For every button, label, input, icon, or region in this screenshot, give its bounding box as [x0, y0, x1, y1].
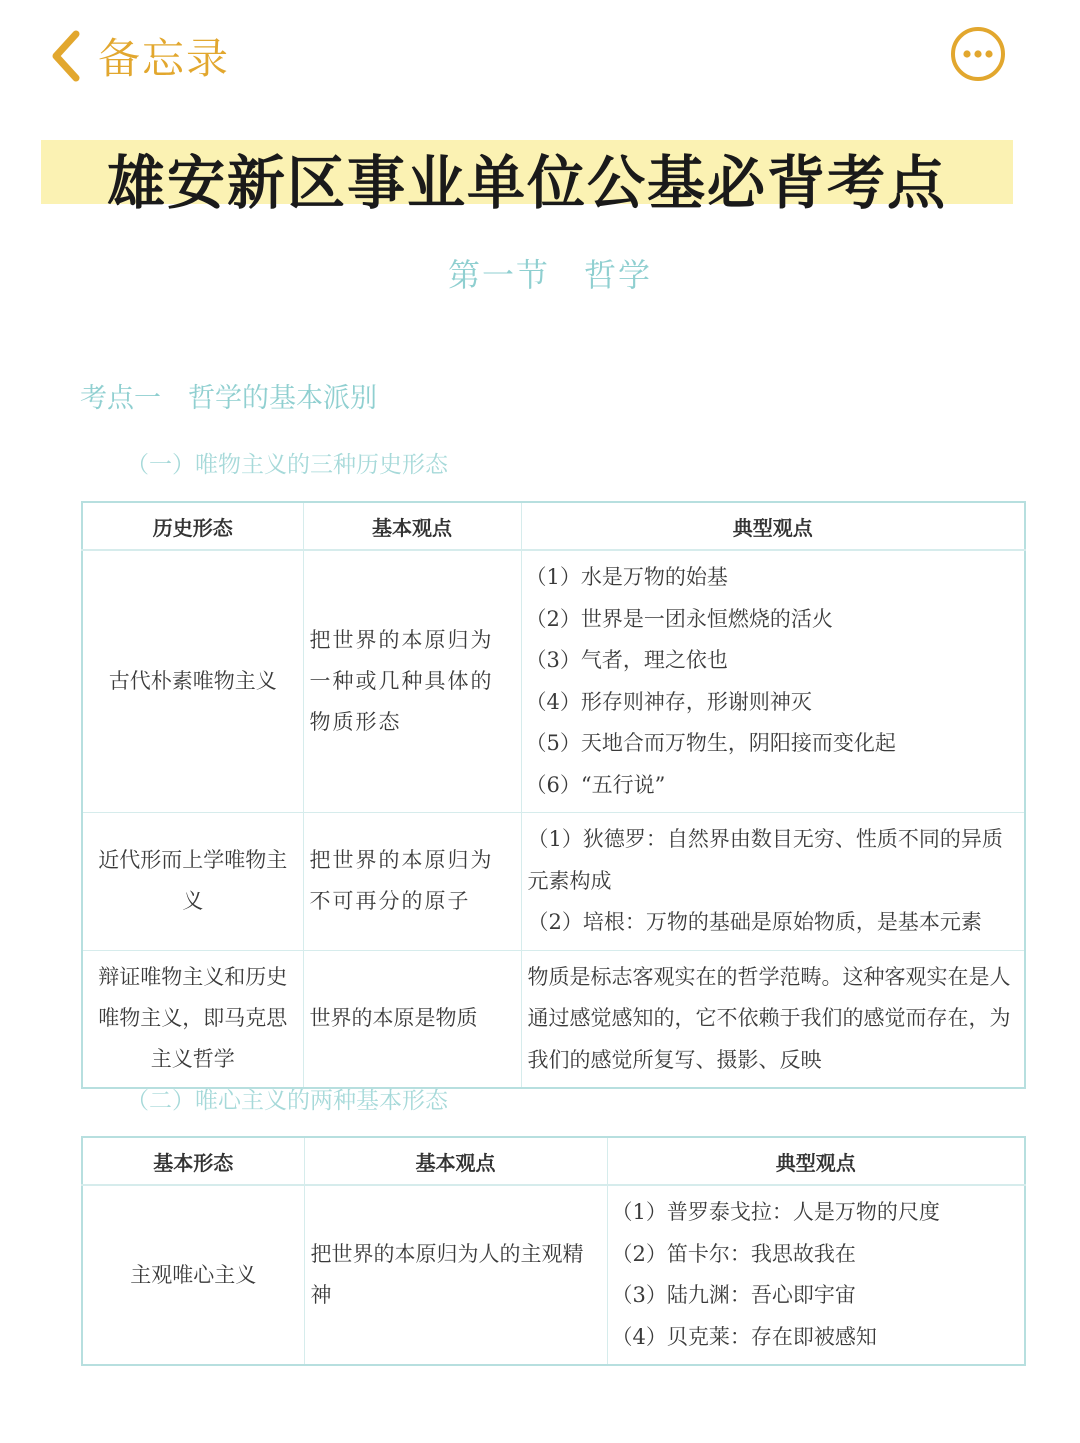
point-item: （4）形存则神存，形谢则神灭 [525, 689, 812, 714]
form-cell: 辩证唯物主义和历史唯物主义，即马克思主义哲学 [82, 950, 303, 1088]
header-cell: 典型观点 [521, 502, 1025, 550]
point-item: （2）培根：万物的基础是原始物质，是基本元素 [527, 910, 982, 934]
table-header-row [82, 502, 1025, 550]
form-cell: 近代形而上学唯物主义 [82, 813, 303, 951]
point-item: （2）世界是一团永恒燃烧的活火 [525, 606, 833, 631]
table-row [82, 950, 1025, 1088]
header-cell: 历史形态 [82, 502, 303, 550]
points-cell [521, 550, 1025, 813]
chevron-left-icon [48, 28, 84, 84]
points-cell [521, 813, 1025, 951]
point-item: （1）普罗泰戈拉：人是万物的尺度 [611, 1200, 940, 1224]
header-cell: 典型观点 [607, 1137, 1025, 1185]
kaodian-heading: 考点一 哲学的基本派别 [80, 383, 377, 414]
view-cell: 把世界的本原归为人的主观精神 [304, 1185, 607, 1365]
point-item: （1）狄德罗：自然界由数目无穷、性质不同的异质元素构成 [527, 827, 1003, 893]
form-cell: 主观唯心主义 [82, 1185, 304, 1365]
page-title: 雄安新区事业单位公基必背考点 [106, 149, 947, 217]
point-item: 物质是标志客观实在的哲学范畴。这种客观实在是人通过感觉感知的，它不依赖于我们的感觉而存在，为我们的感觉所复写、摄影、反映 [527, 964, 1011, 1072]
point-item: （1）水是万物的始基 [525, 565, 728, 589]
subheading-materialism: （一）唯物主义的三种历史形态 [126, 452, 448, 478]
nav-bar [0, 0, 1080, 110]
table-header-row [82, 1137, 1025, 1185]
view-cell: 把世界的本原归为不可再分的原子 [303, 813, 521, 951]
point-item: （4）贝克莱：存在即被感知 [611, 1324, 877, 1349]
form-cell: 古代朴素唯物主义 [82, 550, 303, 813]
header-cell: 基本观点 [304, 1137, 607, 1185]
table-row [82, 550, 1025, 813]
header-cell: 基本形态 [82, 1137, 304, 1185]
materialism-table [81, 501, 1026, 1089]
table-row [82, 813, 1025, 951]
point-item: （6）“五行说” [525, 772, 666, 797]
idealism-table [81, 1136, 1026, 1366]
point-item: （3）气者，理之依也 [525, 648, 728, 672]
section-title: 第一节 哲学 [447, 256, 652, 294]
points-cell [521, 950, 1025, 1088]
header-cell: 基本观点 [303, 502, 521, 550]
back-label: 备忘录 [98, 34, 231, 83]
table-row [82, 1185, 1025, 1365]
view-cell: 把世界的本原归为一种或几种具体的物质形态 [303, 550, 521, 813]
more-dots-icon[interactable] [950, 26, 1006, 82]
point-item: （3）陆九渊：吾心即宇宙 [611, 1283, 856, 1307]
subheading-idealism: （二）唯心主义的两种基本形态 [126, 1088, 448, 1114]
point-item: （2）笛卡尔：我思故我在 [611, 1241, 856, 1266]
points-cell [607, 1185, 1025, 1365]
point-item: （5）天地合而万物生，阴阳接而变化起 [525, 731, 896, 755]
back-button[interactable] [48, 26, 230, 86]
view-cell: 世界的本原是物质 [303, 950, 521, 1088]
